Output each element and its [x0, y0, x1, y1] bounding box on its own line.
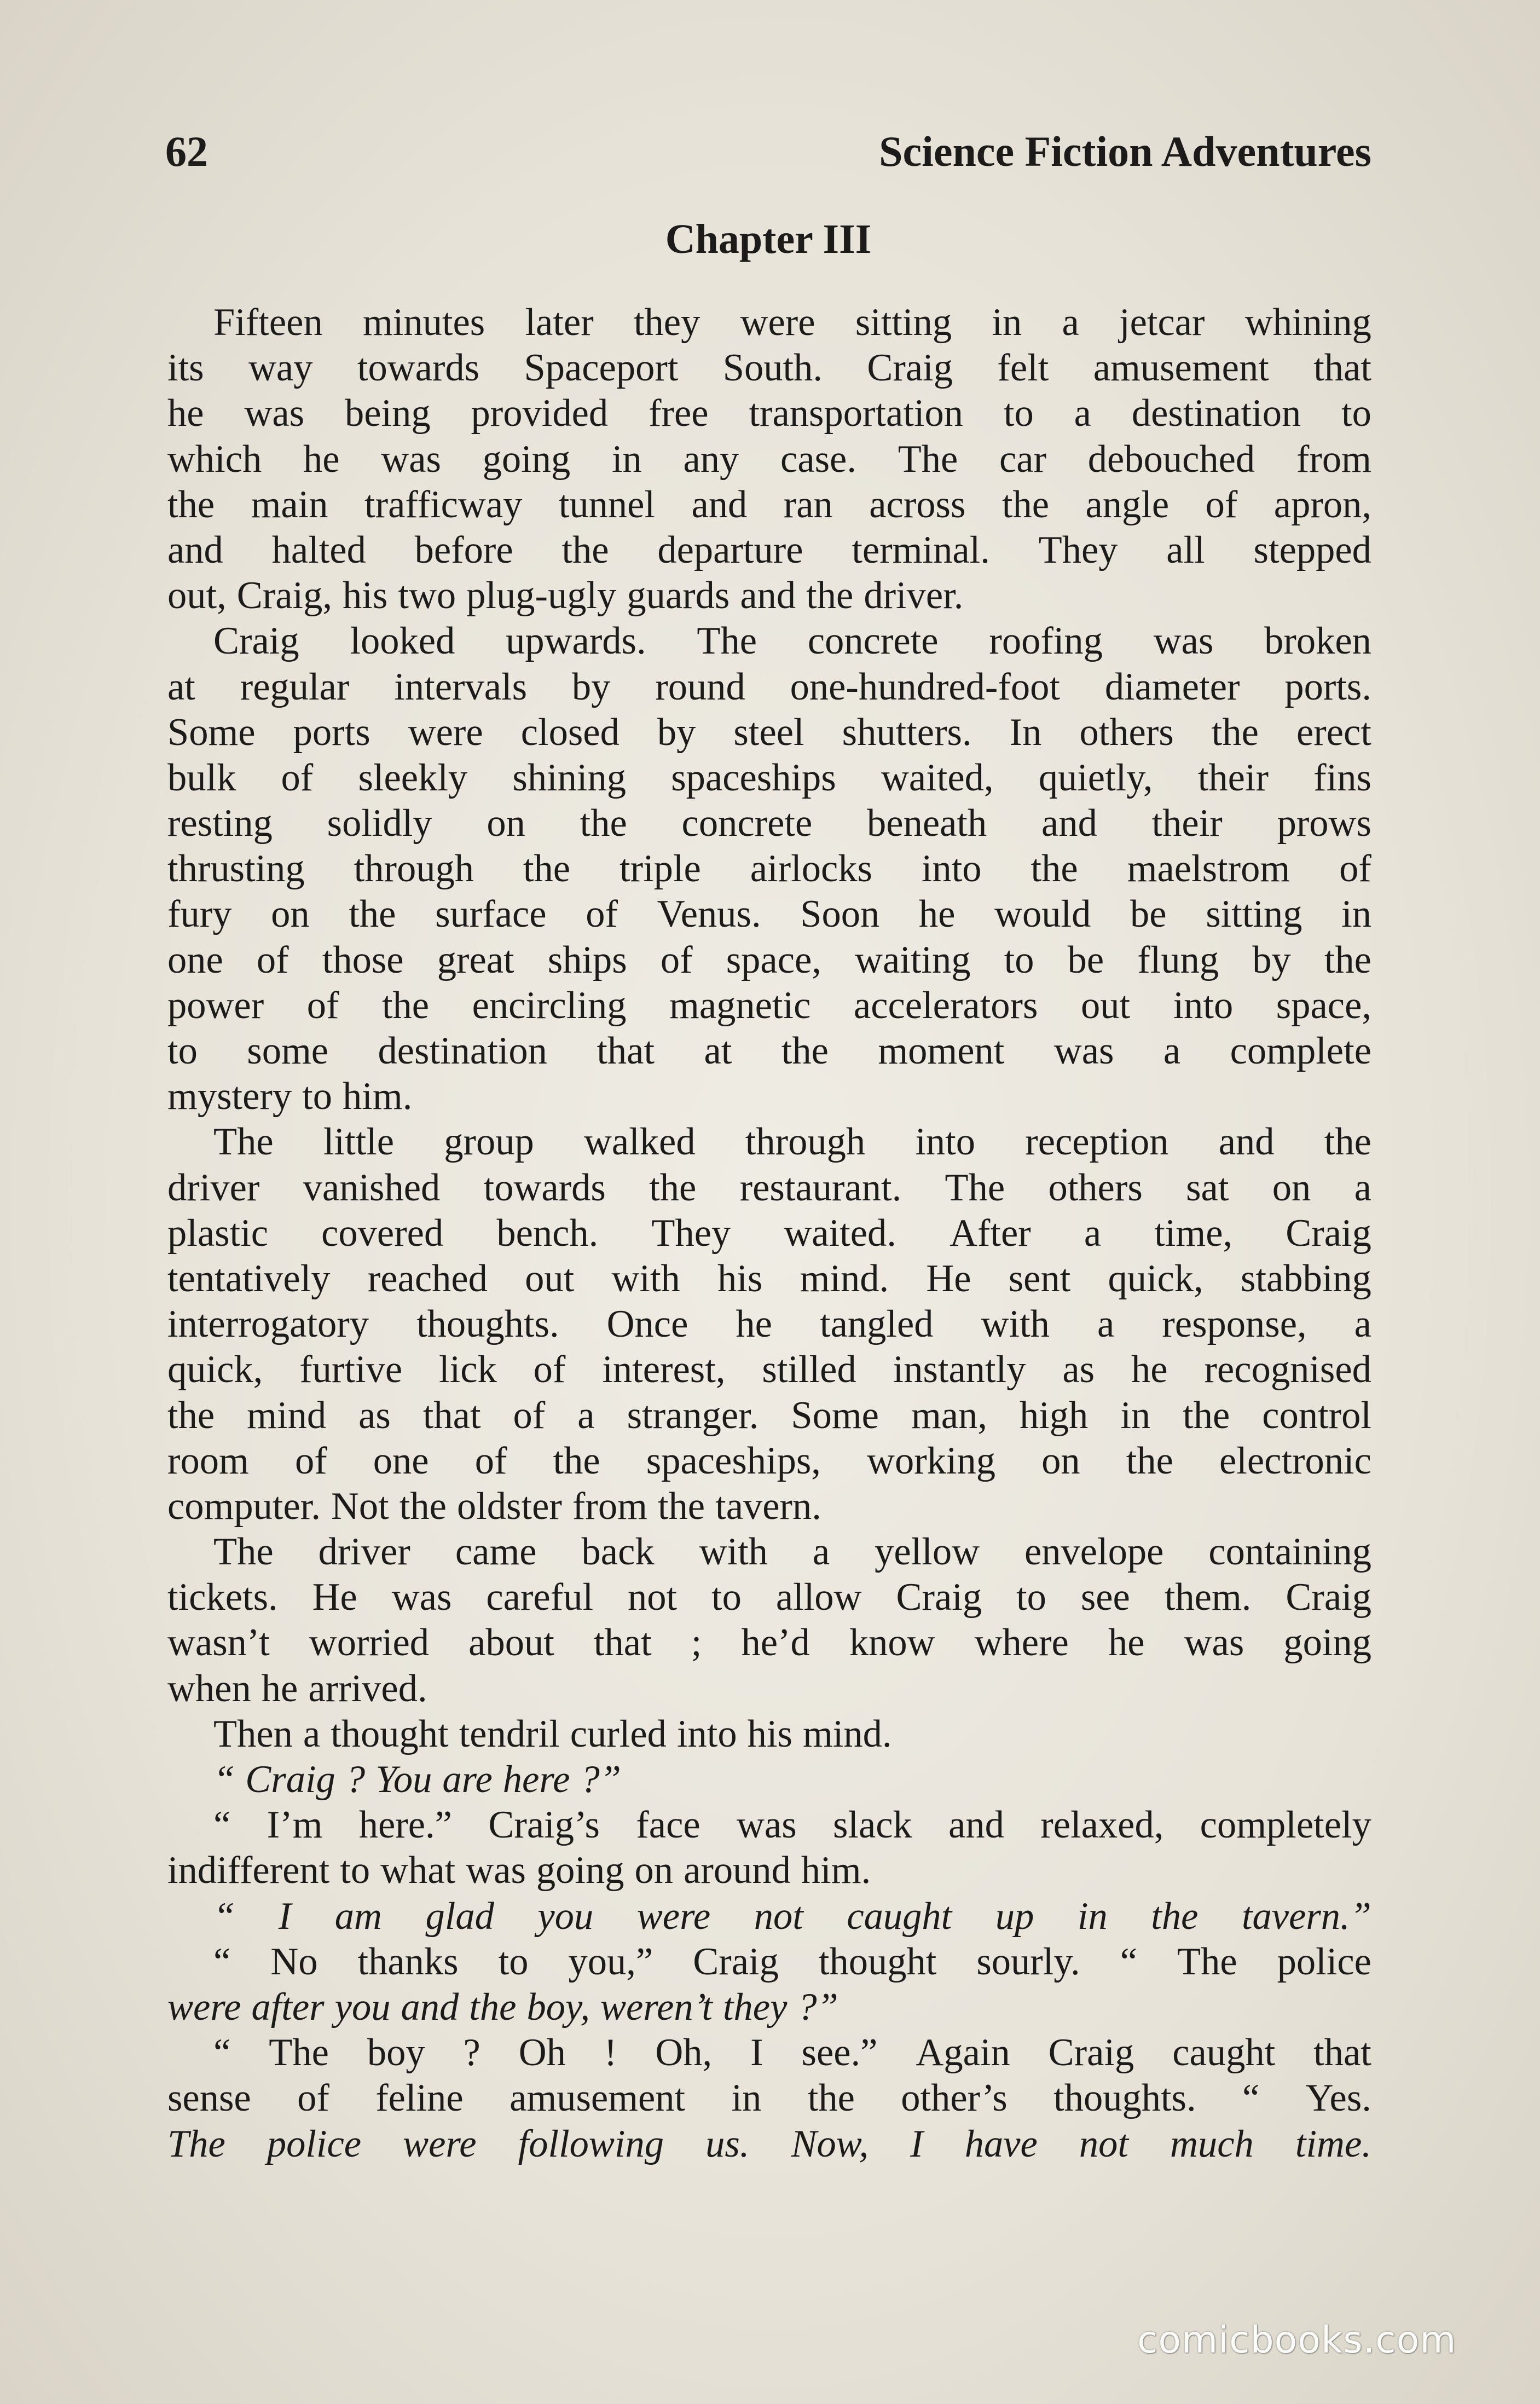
- text-line: Craig looked upwards. The concrete roofing was broken: [213, 620, 1371, 663]
- running-title: Science Fiction Adventures: [879, 128, 1371, 175]
- text-line: driver vanished towards the restaurant. The others sat on a: [167, 1166, 1371, 1209]
- text-line: when he arrived.: [167, 1667, 427, 1710]
- text-line: were after you and the boy, weren’t they ?”: [167, 1985, 838, 2029]
- text-line: the main trafficway tunnel and ran across the angle of apron,: [167, 483, 1371, 526]
- text-line: out, Craig, his two plug-ugly guards and the driver.: [167, 574, 964, 617]
- text-line: “ Craig ? You are here ?”: [213, 1758, 621, 1801]
- text-line: thrusting through the triple airlocks into the maelstrom of: [167, 847, 1371, 891]
- chapter-heading: Chapter III: [665, 216, 872, 262]
- text-line: its way towards Spaceport South. Craig felt amusement that: [167, 346, 1371, 390]
- text-line: wasn’t worried about that ; he’d know where he was going: [167, 1621, 1371, 1665]
- text-line: Some ports were closed by steel shutters. In others the erect: [167, 710, 1371, 754]
- text-line: “ I’m here.” Craig’s face was slack and relaxed, completely: [213, 1804, 1371, 1847]
- text-line: bulk of sleekly shining spaceships waited, quietly, their fins: [167, 756, 1371, 799]
- text-line: at regular intervals by round one-hundred-foot diameter ports.: [167, 665, 1371, 708]
- text-line: which he was going in any case. The car debouched from: [167, 437, 1371, 481]
- text-line: one of those great ships of space, waiting to be flung by the: [167, 938, 1371, 981]
- text-line: Fifteen minutes later they were sitting in a jetcar whining: [213, 301, 1371, 344]
- text-line: interrogatory thoughts. Once he tangled with a response, a: [167, 1303, 1371, 1346]
- text-line: he was being provided free transportation to a destination to: [167, 392, 1371, 435]
- text-line: plastic covered bench. They waited. After a time, Craig: [167, 1211, 1371, 1255]
- running-head: [165, 122, 1371, 182]
- body-text: [167, 300, 1371, 2167]
- text-line: sense of feline amusement in the other’s thoughts. “ Yes.: [167, 2077, 1371, 2120]
- text-line: The police were following us. Now, I have not much time.: [167, 2122, 1371, 2165]
- watermark: comicbooks.com: [1137, 2319, 1457, 2362]
- page-number: 62: [165, 128, 208, 175]
- text-line: to some destination that at the moment was a complete: [167, 1030, 1371, 1072]
- text-line: quick, furtive lick of interest, stilled instantly as he recognised: [167, 1348, 1371, 1391]
- text-line: resting solidly on the concrete beneath and their prows: [167, 802, 1371, 845]
- text-line: power of the encircling magnetic accelerators out into space,: [167, 984, 1371, 1027]
- text-line: indifferent to what was going on around him.: [167, 1849, 871, 1892]
- text-line: mystery to him.: [167, 1075, 413, 1118]
- text-line: and halted before the departure terminal. They all stepped: [167, 528, 1371, 571]
- text-line: the mind as that of a stranger. Some man, high in the control: [167, 1394, 1371, 1437]
- text-line: tickets. He was careful not to allow Craig to see them. Craig: [167, 1576, 1371, 1619]
- text-line: tentatively reached out with his mind. He sent quick, stabbing: [167, 1257, 1371, 1300]
- text-line: computer. Not the oldster from the tavern.: [167, 1484, 821, 1528]
- text-line: fury on the surface of Venus. Soon he would be sitting in: [167, 893, 1371, 936]
- text-line: Then a thought tendril curled into his mind.: [213, 1712, 892, 1755]
- text-line: “ The boy ? Oh ! Oh, I see.” Again Craig caught that: [213, 2031, 1371, 2074]
- text-line: room of one of the spaceships, working on the electronic: [167, 1439, 1371, 1482]
- text-line: “ No thanks to you,” Craig thought sourly. “ The police: [213, 1940, 1371, 1983]
- text-line: The little group walked through into reception and the: [213, 1120, 1371, 1164]
- text-line: “ I am glad you were not caught up in the tavern.”: [213, 1894, 1371, 1938]
- text-line: The driver came back with a yellow envelope containing: [213, 1530, 1371, 1574]
